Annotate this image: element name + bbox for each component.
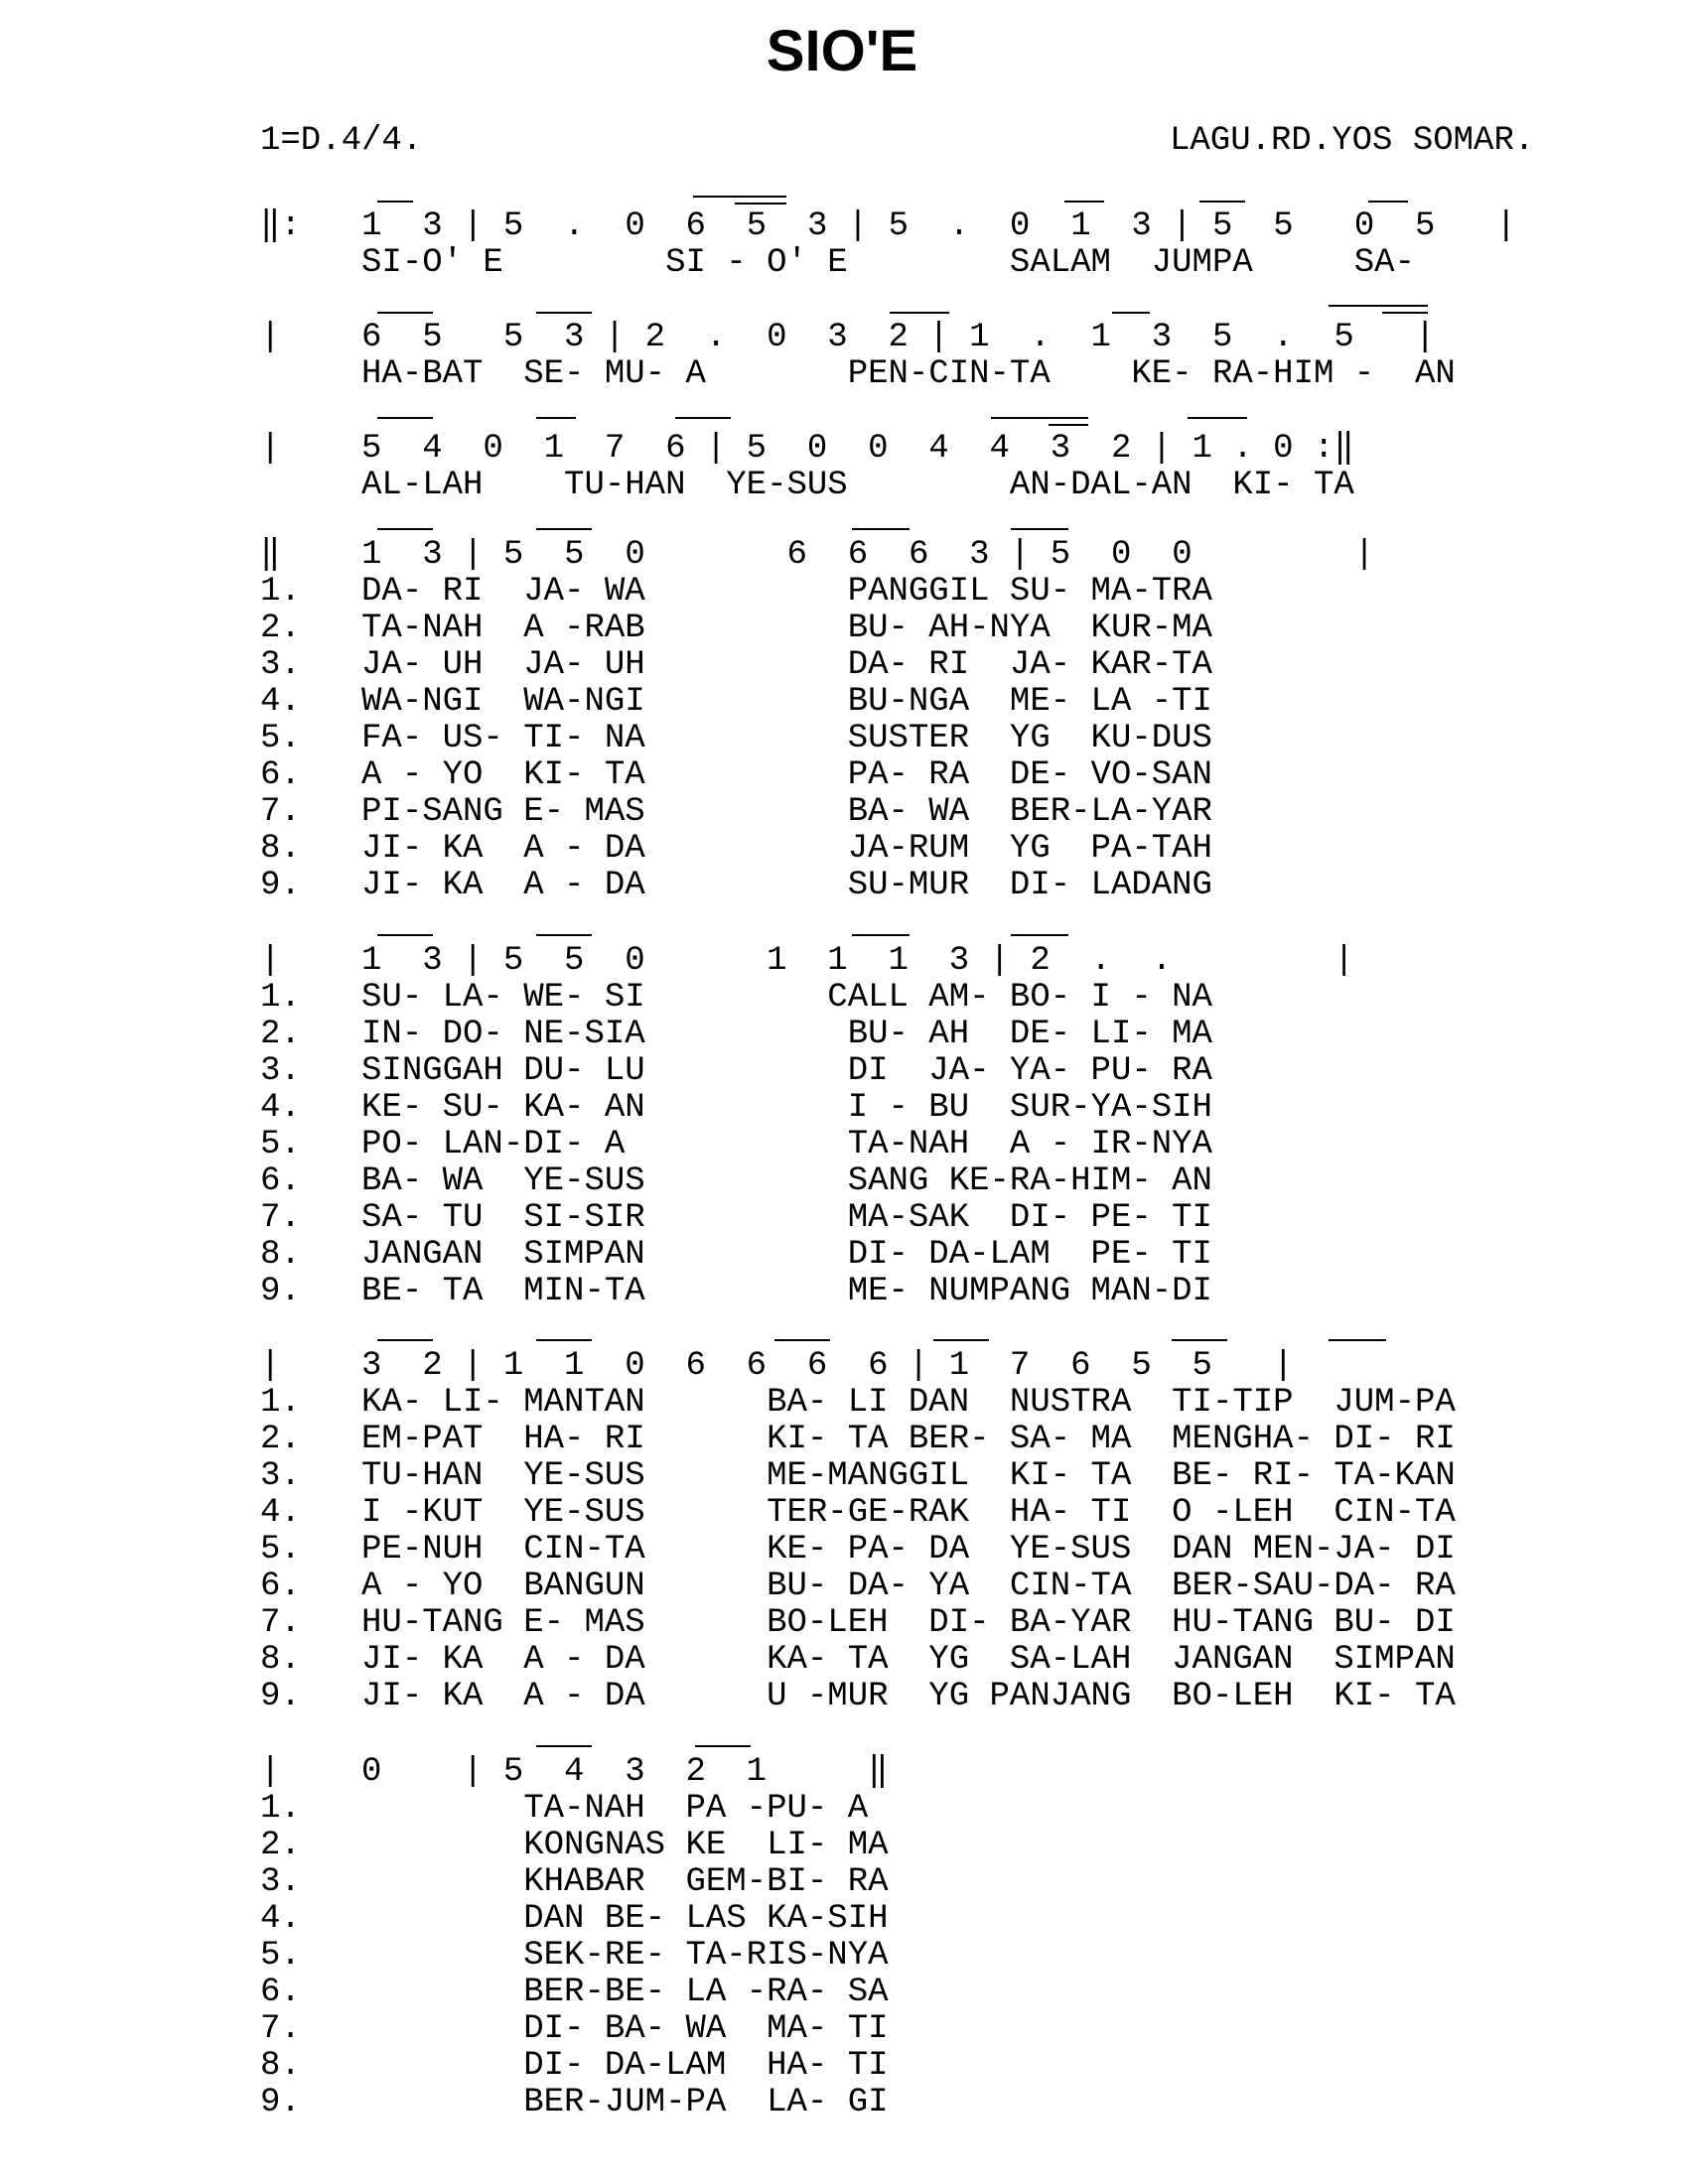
refrain-line-2-lyrics: HA-BAT SE- MU- A PEN-CIN-TA KE- RA-HIM - AN	[260, 355, 1456, 393]
section-3-verse-3: 3. TU-HAN YE-SUS ME-MANGGIL KI- TA BE- RI- TA-KAN	[260, 1457, 1456, 1495]
section-1-verse-6: 6. A - YO KI- TA PA- RA DE- VO-SAN	[260, 756, 1212, 794]
section-1-verse-7: 7. PI-SANG E- MAS BA- WA BER-LA-YAR	[260, 793, 1212, 831]
section-4-verse-6: 6. BER-BE- LA -RA- SA	[260, 1974, 889, 2011]
section-3-verse-6: 6. A - YO BANGUN BU- DA- YA CIN-TA BER-SAU-DA- RA	[260, 1568, 1456, 1605]
section-2-verse-9: 9. BE- TA MIN-TA ME- NUMPANG MAN-DI	[260, 1273, 1212, 1310]
section-2-verse-7: 7. SA- TU SI-SIR MA-SAK DI- PE- TI	[260, 1199, 1212, 1237]
section-3-verse-8: 8. JI- KA A - DA KA- TA YG SA-LAH JANGAN SIMPAN	[260, 1641, 1456, 1679]
section-4-verse-9: 9. BER-JUM-PA LA- GI	[260, 2084, 889, 2121]
section-2-verse-6: 6. BA- WA YE-SUS SANG KE-RA-HIM- AN	[260, 1162, 1212, 1200]
refrain-line-2-notes: | 6 5 5 3 | 2 . 0 3 2 | 1 . 1 3 5 . 5 |	[260, 319, 1436, 356]
key-signature: 1=D.4/4.	[260, 122, 423, 160]
section-1-verse-5: 5. FA- US- TI- NA SUSTER YG KU-DUS	[260, 720, 1212, 757]
section-1-notes: ‖ 1 3 | 5 5 0 6 6 6 3 | 5 0 0 |	[260, 536, 1375, 574]
section-3-verse-7: 7. HU-TANG E- MAS BO-LEH DI- BA-YAR HU-TANG BU- DI	[260, 1604, 1456, 1642]
section-2-verse-3: 3. SINGGAH DU- LU DI JA- YA- PU- RA	[260, 1052, 1212, 1090]
section-4-verse-5: 5. SEK-RE- TA-RIS-NYA	[260, 1937, 889, 1975]
section-2-notes: | 1 3 | 5 5 0 1 1 1 3 | 2 . . |	[260, 942, 1354, 980]
section-4-notes: | 0 | 5 4 3 2 1 ‖	[260, 1753, 889, 1791]
section-2-verse-5: 5. PO- LAN-DI- A TA-NAH A - IR-NYA	[260, 1126, 1212, 1163]
section-4-verse-1: 1. TA-NAH PA -PU- A	[260, 1790, 869, 1828]
section-1-verse-4: 4. WA-NGI WA-NGI BU-NGA ME- LA -TI	[260, 683, 1212, 721]
section-1-verse-1: 1. DA- RI JA- WA PANGGIL SU- MA-TRA	[260, 573, 1212, 611]
song-title: SIO'E	[766, 19, 918, 83]
section-3-verse-9: 9. JI- KA A - DA U -MUR YG PANJANG BO-LEH KI- TA	[260, 1678, 1456, 1715]
section-3-verse-2: 2. EM-PAT HA- RI KI- TA BER- SA- MA MENGHA- DI- RI	[260, 1421, 1456, 1458]
section-1-verse-8: 8. JI- KA A - DA JA-RUM YG PA-TAH	[260, 830, 1212, 868]
composer-credit: LAGU.RD.YOS SOMAR.	[1170, 122, 1535, 160]
section-1-verse-9: 9. JI- KA A - DA SU-MUR DI- LADANG	[260, 867, 1212, 904]
section-4-verse-2: 2. KONGNAS KE LI- MA	[260, 1827, 889, 1864]
section-3-notes: | 3 2 | 1 1 0 6 6 6 6 | 1 7 6 5 5 |	[260, 1347, 1294, 1385]
section-4-verse-3: 3. KHABAR GEM-BI- RA	[260, 1863, 889, 1901]
section-3-verse-5: 5. PE-NUH CIN-TA KE- PA- DA YE-SUS DAN MEN-JA- DI	[260, 1531, 1456, 1569]
refrain-line-3-lyrics: AL-LAH TU-HAN YE-SUS AN-DAL-AN KI- TA	[260, 467, 1354, 504]
section-4-verse-8: 8. DI- DA-LAM HA- TI	[260, 2047, 889, 2085]
section-4-verse-4: 4. DAN BE- LAS KA-SIH	[260, 1900, 889, 1938]
section-2-verse-2: 2. IN- DO- NE-SIA BU- AH DE- LI- MA	[260, 1016, 1212, 1053]
section-1-verse-3: 3. JA- UH JA- UH DA- RI JA- KAR-TA	[260, 646, 1212, 684]
refrain-line-3-notes: | 5 4 0 1 7 6 | 5 0 0 4 4 3 2 | 1 . 0 :‖	[260, 430, 1354, 468]
section-3-verse-1: 1. KA- LI- MANTAN BA- LI DAN NUSTRA TI-TIP JUM-PA	[260, 1384, 1456, 1422]
refrain-line-1-notes: ‖: 1 3 | 5 . 0 6 5 3 | 5 . 0 1 3 | 5 5 0 5 |	[260, 207, 1517, 245]
refrain-line-1-lyrics: SI-O' E SI - O' E SALAM JUMPA SA-	[260, 244, 1415, 282]
section-2-verse-8: 8. JANGAN SIMPAN DI- DA-LAM PE- TI	[260, 1236, 1212, 1274]
section-4-verse-7: 7. DI- BA- WA MA- TI	[260, 2010, 889, 2048]
section-3-verse-4: 4. I -KUT YE-SUS TER-GE-RAK HA- TI O -LEH CIN-TA	[260, 1494, 1456, 1532]
section-2-verse-1: 1. SU- LA- WE- SI CALL AM- BO- I - NA	[260, 979, 1212, 1017]
section-1-verse-2: 2. TA-NAH A -RAB BU- AH-NYA KUR-MA	[260, 610, 1212, 647]
section-2-verse-4: 4. KE- SU- KA- AN I - BU SUR-YA-SIH	[260, 1089, 1212, 1127]
